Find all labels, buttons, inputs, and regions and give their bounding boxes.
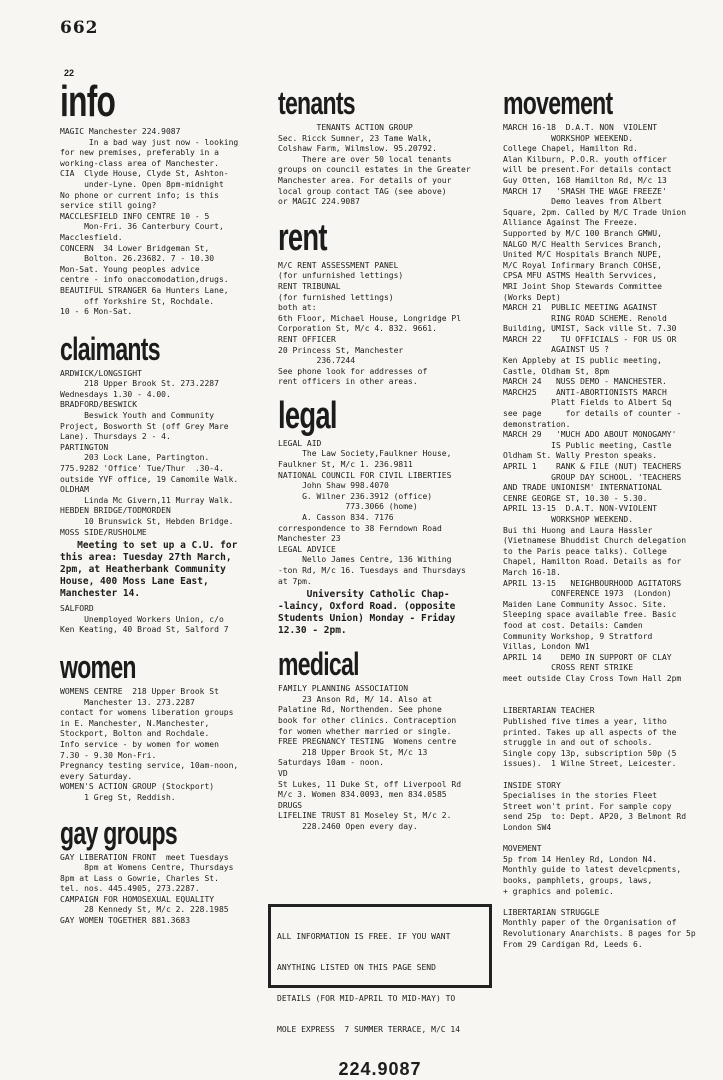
text-line: MARCH 17 'SMASH THE WAGE FREEZE' <box>503 186 667 196</box>
issue-number: 22 <box>64 68 75 78</box>
text-line <box>503 770 718 781</box>
text-line: FREE PREGNANCY TESTING Womens centre <box>278 737 457 747</box>
text-line: service still going? <box>60 201 157 211</box>
text-line: to the Paris peace talks). College <box>503 546 667 556</box>
text-line: Specialises in the stories Fleet <box>503 791 658 801</box>
text-line: Info service - by women for women <box>60 739 219 749</box>
section-heading: women <box>60 648 136 685</box>
text-line: -laincy, Oxford Road. (opposite <box>278 601 456 613</box>
text-line: Platt Fields to Albert Sq <box>503 398 672 408</box>
section-tenants <box>278 86 498 208</box>
text-line: 2pm, at Heatherbank Community <box>60 564 226 576</box>
text-line: IS Public meeting, Castle <box>503 440 672 450</box>
text-line: LEGAL AID <box>278 438 322 448</box>
text-line: GAY WOMEN TOGETHER 881.3683 <box>60 916 191 926</box>
text-line: CROSS RENT STRIKE <box>503 663 634 673</box>
text-line: Street won't print. For sample copy <box>503 801 672 811</box>
text-line: There are over 50 local tenants <box>278 154 452 164</box>
section-medical <box>278 647 498 832</box>
text-line: Single copy 13p, subscription 50p (5 <box>503 748 677 758</box>
text-line: CENRE GEORGE ST, 10.30 - 5.30. <box>503 493 648 503</box>
text-line: MAGIC Manchester 224.9087 <box>60 127 181 136</box>
text-line: Macclesfield. <box>60 232 123 242</box>
text-line: VD <box>278 768 288 778</box>
text-line: books, pamphlets, groups, laws, <box>503 875 653 885</box>
info-box-line: DETAILS (FOR MID-APRIL TO MID-MAY) TO <box>277 994 456 1004</box>
text-line: 236.7244 <box>278 356 356 366</box>
text-line: send 25p to: Dept. AP20, 3 Belmont Rd <box>503 812 687 822</box>
text-line: Mon-Sat. Young peoples advice <box>60 264 200 274</box>
text-line: Supported by M/C 100 Branch GMWU, <box>503 228 662 238</box>
text-line: 10 - 6 Mon-Sat. <box>60 307 133 317</box>
text-line: 28 Kennedy St, M/c 2. 228.1985 <box>60 905 229 915</box>
text-line: Monthly paper of the Organisation of <box>503 918 677 928</box>
text-line: in E. Manchester, N.Manchester, <box>60 718 210 728</box>
text-line: both at: <box>278 303 317 313</box>
text-line: see page for details of counter - <box>503 409 682 419</box>
text-line: Sec. Ricck Sumner, 23 Tame Walk, <box>278 133 433 143</box>
column-right <box>503 86 718 958</box>
text-line: BRADFORD/BESWICK <box>60 400 138 410</box>
text-line: Stockport, Bolton and Rochdale. <box>60 729 210 739</box>
section-women <box>60 650 270 804</box>
text-line: Mon-Fri. 36 Canterbury Court, <box>60 222 224 232</box>
text-line: NATIONAL COUNCIL FOR CIVIL LIBERTIES <box>278 470 452 480</box>
text-line: 203 Lock Lane, Partington. <box>60 453 210 463</box>
text-line: HEBDEN BRIDGE/TODMORDEN <box>60 506 171 516</box>
column-middle <box>278 86 498 841</box>
text-line: Palatine Rd, Northenden. See phone <box>278 705 442 715</box>
section-heading: info <box>60 77 116 126</box>
meeting-notice <box>278 589 498 637</box>
text-line: NALGO M/C Health Services Branch, <box>503 239 662 249</box>
text-line: 7.30 - 9.30 Mon-Fri. <box>60 750 157 760</box>
text-line: House, 400 Moss Lane East, <box>60 576 209 588</box>
info-box <box>268 904 492 1079</box>
text-line: 20 Princess St, Manchester <box>278 345 404 355</box>
text-line: 775.9282 'Office' Tue/Thur .30-4. <box>60 464 224 474</box>
info-box-text <box>277 911 483 1057</box>
text-line: MACCLESFIELD INFO CENTRE 10 - 5 <box>60 211 210 221</box>
text-line: Unemployed Workers Union, c/o <box>60 614 224 624</box>
section-rent <box>278 218 498 388</box>
text-line: 8pm at Womens Centre, Thursdays <box>60 863 234 873</box>
text-line <box>503 834 718 845</box>
text-line: this area: Tuesday 27th March, <box>60 552 232 564</box>
text-line: issues). 1 Wilne Street, Leicester. <box>503 759 677 769</box>
text-line: A. Casson 834. 7176 <box>278 513 394 523</box>
text-line: G. Wilner 236.3912 (office) <box>278 491 433 501</box>
text-line: 10 Brunswick St, Hebden Bridge. <box>60 517 234 526</box>
text-line: Demo leaves from Albert <box>503 197 662 207</box>
text-line: Villas, London NW1 <box>503 642 590 652</box>
text-line: Colshaw Farm, Wilmslow. 95.20792. <box>278 144 437 154</box>
section-gay-groups <box>60 816 270 927</box>
text-line: Alan Kilburn, P.O.R. youth officer <box>503 154 667 164</box>
text-line: local group contact TAG (see above) <box>278 186 447 196</box>
text-line: M/C Royal Infirmary Branch COHSE, <box>503 260 662 270</box>
text-line: WOMENS CENTRE 218 Upper Brook St <box>60 686 219 696</box>
text-line: Manchester 14. <box>60 588 141 600</box>
text-line: for new premises, preferably in a <box>60 148 219 158</box>
text-line: 218 Upper Brook St. 273.2287 <box>60 379 219 389</box>
section-heading: claimants <box>60 330 160 367</box>
text-line: Nello James Centre, 136 Withing <box>278 555 452 565</box>
text-line: demonstration. <box>503 419 571 429</box>
text-line: tel. nos. 445.4905, 273.2287. <box>60 884 200 894</box>
text-line: GROUP DAY SCHOOL. 'TEACHERS <box>503 472 682 482</box>
text-line: RENT TRIBUNAL <box>278 281 341 291</box>
text-line: CIA Clyde House, Clyde St, Ashton- <box>60 169 229 179</box>
text-line: CPSA MFU ASTMS Health Servvices, <box>503 271 658 281</box>
text-line: under-Lyne. Open 8pm-midnight <box>60 179 224 189</box>
text-line: No phone or current info; is this <box>60 190 219 200</box>
section-heading: tenants <box>278 85 355 121</box>
text-line: Square, 2pm. Called by M/C Trade Union <box>503 207 687 217</box>
section-text <box>503 123 718 684</box>
text-line: SALFORD <box>60 604 94 614</box>
text-line: CONFERENCE 1973 (London) <box>503 589 672 599</box>
text-line: CONCERN 34 Lower Bridgeman St, <box>60 243 210 253</box>
text-line: Manchester 23 <box>278 534 341 544</box>
section-text <box>60 127 270 318</box>
text-line: 12.30 - 2pm. <box>278 625 347 637</box>
text-line: MARCH 24 NUSS DEMO - MANCHESTER. <box>503 377 667 387</box>
text-line: Building, UMIST, Sack ville St. 7.30 <box>503 324 677 334</box>
text-line: Monthly guide to latest develcpments, <box>503 865 682 875</box>
text-line: LIBERTARIAN TEACHER <box>503 706 595 716</box>
text-line: Sleeping space available free. Basic <box>503 610 677 620</box>
text-line: Ken Keating, 40 Broad St, Salford 7 <box>60 625 229 635</box>
section-movement <box>503 86 718 684</box>
text-line: In a bad way just now - looking <box>60 137 239 147</box>
info-box-phone: 224.9087 <box>338 1058 422 1079</box>
text-line: MARCH 16-18 D.A.T. NON VIOLENT <box>503 123 658 132</box>
section-text <box>60 369 270 539</box>
text-line: (for furnished lettings) <box>278 292 394 302</box>
column-left <box>60 77 270 935</box>
text-line: March 16-18. <box>503 567 561 577</box>
text-line: Chapel, Hamilton Road. Details as for <box>503 557 682 567</box>
text-line: Beswick Youth and Community <box>60 411 215 421</box>
text-line: Revolutionary Anarchists. 8 pages for 5p <box>503 928 696 938</box>
text-line: working-class area of Manchester. <box>60 158 219 168</box>
text-line: BEAUTIFUL STRANGER 6a Hunters Lane, <box>60 285 229 295</box>
text-line: Linda Mc Givern,11 Murray Walk. <box>60 495 234 505</box>
text-line: Project, Bosworth St (off Grey Mare <box>60 421 229 431</box>
page-number: 662 <box>60 18 99 38</box>
text-line: CAMPAIGN FOR HOMOSEXUAL EQUALITY <box>60 894 215 904</box>
section-text <box>60 604 270 636</box>
section-text <box>60 687 270 804</box>
text-line: M/C RENT ASSESSMENT PANEL <box>278 260 399 270</box>
section-heading: movement <box>503 85 613 121</box>
text-line: struggle in and out of schools. <box>503 738 653 748</box>
text-line: The Law Society,Faulkner House, <box>278 449 452 459</box>
text-line: Pregnancy testing service, 10am-noon, <box>60 761 239 771</box>
section-text <box>60 853 270 927</box>
text-line: FAMILY PLANNING ASSOCIATION <box>278 684 409 694</box>
text-line: for women whether married or single. <box>278 726 452 736</box>
text-line: John Shaw 998.4070 <box>278 481 389 491</box>
text-line: Alliance Against The Freeze. <box>503 218 638 228</box>
text-line: PARTINGTON <box>60 442 109 452</box>
text-line: INSIDE STORY <box>503 780 561 790</box>
text-line: meet outside Clay Cross Town Hall 2pm <box>503 673 682 683</box>
text-line: 6th Floor, Michael House, Longridge Pl <box>278 313 462 323</box>
text-line: food at cost. Details: Camden <box>503 620 643 630</box>
text-line: Bolton. 26.23682. 7 - 10.30 <box>60 254 215 264</box>
text-line: Students Union) Monday - Friday <box>278 613 456 625</box>
text-line: GAY LIBERATION FRONT meet Tuesdays <box>60 852 229 862</box>
text-line: outside YVF office, 19 Camomile Walk. <box>60 474 239 484</box>
text-line: London SW4 <box>503 823 552 832</box>
text-line: DRUGS <box>278 800 303 810</box>
text-line: Castle, Oldham St, 8pm <box>503 366 609 376</box>
text-line: St Lukes, 11 Duke St, off Liverpool Rd <box>278 779 462 789</box>
text-line: See phone look for addresses of <box>278 366 428 376</box>
section-heading: medical <box>278 646 359 683</box>
info-box-line: MOLE EXPRESS 7 SUMMER TERRACE, M/C 14 <box>277 1025 461 1035</box>
text-line: MARCH25 ANTI-ABORTIONISTS MARCH <box>503 387 667 397</box>
section-publications <box>503 692 718 950</box>
text-line: -ton Rd, M/c 16. Tuesdays and Thursdays <box>278 566 466 575</box>
text-line: 1 Greg St, Reddish. <box>60 792 176 802</box>
section-text <box>278 261 498 388</box>
text-line: groups on council estates in the Greater <box>278 165 471 175</box>
text-line: 23 Anson Rd, M/ 14. Also at <box>278 694 433 704</box>
text-line: Lane). Thursdays 2 - 4. <box>60 432 171 442</box>
text-line: M/c 3. Women 834.0093, men 834.0585 <box>278 790 447 800</box>
text-line: TENANTS ACTION GROUP <box>278 123 413 132</box>
info-box-line: ANYTHING LISTED ON THIS PAGE SEND <box>277 963 436 973</box>
text-line: (for unfurnished lettings) <box>278 271 404 281</box>
text-line: APRIL 13-15 NEIGHBOURHOOD AGITATORS <box>503 578 682 588</box>
text-line: Manchester 13. 273.2287 <box>60 697 195 707</box>
text-line: WOMEN'S ACTION GROUP (Stockport) <box>60 782 215 792</box>
text-line: APRIL 1 RANK & FILE (NUT) TEACHERS <box>503 462 682 471</box>
text-line: (Works Dept) <box>503 292 561 302</box>
text-line: Community Workshop, 9 Stratford <box>503 631 653 641</box>
text-line: book for other clinics. Contraception <box>278 715 457 725</box>
text-line: College Chapel, Hamilton Rd. <box>503 144 638 154</box>
text-line: ARDWICK/LONGSIGHT <box>60 368 142 378</box>
section-text <box>278 684 498 832</box>
text-line: correspondence to 38 Ferndown Road <box>278 523 442 533</box>
text-line: centre - info onaccomodation,drugs. <box>60 275 229 285</box>
section-claimants <box>60 332 270 636</box>
text-line: Manchester area. For details of your <box>278 175 452 185</box>
text-line: Guy Otten, 168 Hamilton Rd, M/c 13 <box>503 175 667 185</box>
text-line <box>503 897 718 908</box>
text-line: rent officers in other areas. <box>278 377 418 387</box>
text-line: RING ROAD SCHEME. Renold <box>503 313 667 323</box>
text-line: Ken Appleby at IS public meeting, <box>503 356 662 366</box>
text-line: AND TRADE UNIONISM' INTERNATIONAL <box>503 483 662 493</box>
text-line: MARCH 29 'MUCH ADO ABOUT MONOGAMY' <box>503 430 677 440</box>
text-line: WORKSHOP WEEKEND. <box>503 514 634 524</box>
text-line: WORKSHOP WEEKEND. <box>503 133 634 143</box>
text-line: MARCH 21 PUBLIC MEETING AGAINST <box>503 303 658 313</box>
text-line: 218 Upper Brook St, M/c 13 <box>278 747 428 757</box>
text-line: Maiden Lane Community Assoc. Site. <box>503 599 667 609</box>
text-line: off Yorkshire St, Rochdale. <box>60 296 215 306</box>
text-line: printed. Takes up all aspects of the <box>503 727 677 737</box>
text-line: will be present.For details contact <box>503 165 672 175</box>
text-line: MOSS SIDE/RUSHOLME <box>60 527 147 537</box>
text-line: Saturdays 10am - noon. <box>278 758 384 768</box>
text-line: University Catholic Chap- <box>278 589 450 601</box>
text-line: Bui thi Huong and Laura Hassler <box>503 525 653 535</box>
text-line: Corporation St, M/c 4. 832. 9661. <box>278 324 437 334</box>
text-line: (Vietnamese Bhuddist Church delegation <box>503 536 687 546</box>
text-line: APRIL 14 DEMO IN SUPPORT OF CLAY <box>503 652 672 662</box>
text-line: MARCH 22 TU OFFICIALS - FOR US OR <box>503 334 677 344</box>
text-line: or MAGIC 224.9087 <box>278 197 360 207</box>
section-heading: gay groups <box>60 814 177 851</box>
text-line: LIFELINE TRUST 81 Moseley St, M/c 2. <box>278 811 452 821</box>
text-line: 8pm at Lass o Gowrie, Charles St. <box>60 873 219 883</box>
section-text <box>278 439 498 587</box>
text-line: + graphics and polemic. <box>503 886 614 896</box>
text-line: APRIL 13-15 D.A.T. NON-VVIOLENT <box>503 504 658 514</box>
section-heading: rent <box>278 216 327 259</box>
text-line: LEGAL ADVICE <box>278 544 336 554</box>
text-line: 5p from 14 Henley Rd, London N4. <box>503 854 658 864</box>
text-line: From 29 Cardigan Rd, Leeds 6. <box>503 939 643 949</box>
text-line: Meeting to set up a C.U. for <box>60 540 238 552</box>
text-line: MOVEMENT <box>503 844 542 854</box>
text-line: 773.3066 (home) <box>278 502 418 512</box>
text-line: 228.2460 Open every day. <box>278 821 418 831</box>
text-line: Published five times a year, litho <box>503 717 667 727</box>
text-line: at 7pm. <box>278 576 312 586</box>
section-text <box>278 123 498 208</box>
text-line: MRI Joint Shop Stewards Committee <box>503 281 662 291</box>
text-line: Faulkner St, M/c 1. 236.9811 <box>278 460 413 470</box>
text-line: United M/C Hospitals Branch NUPE, <box>503 250 662 260</box>
info-box-line: ALL INFORMATION IS FREE. IF YOU WANT <box>277 931 451 941</box>
text-line: OLDHAM <box>60 485 89 495</box>
text-line: contact for womens liberation groups <box>60 708 234 718</box>
section-info <box>60 77 270 318</box>
text-line: LIBERTARIAN STRUGGLE <box>503 907 600 917</box>
text-line: Oldham St. Wally Preston speaks. <box>503 451 658 461</box>
section-legal <box>278 396 498 637</box>
section-heading: legal <box>278 394 337 437</box>
text-line: RENT OFFICER <box>278 334 336 344</box>
text-line: every Saturday. <box>60 771 133 781</box>
meeting-notice <box>60 540 270 600</box>
text-line: Wednesdays 1.30 - 4.00. <box>60 389 171 399</box>
section-text <box>503 706 718 950</box>
text-line: AGAINST US ? <box>503 345 609 355</box>
